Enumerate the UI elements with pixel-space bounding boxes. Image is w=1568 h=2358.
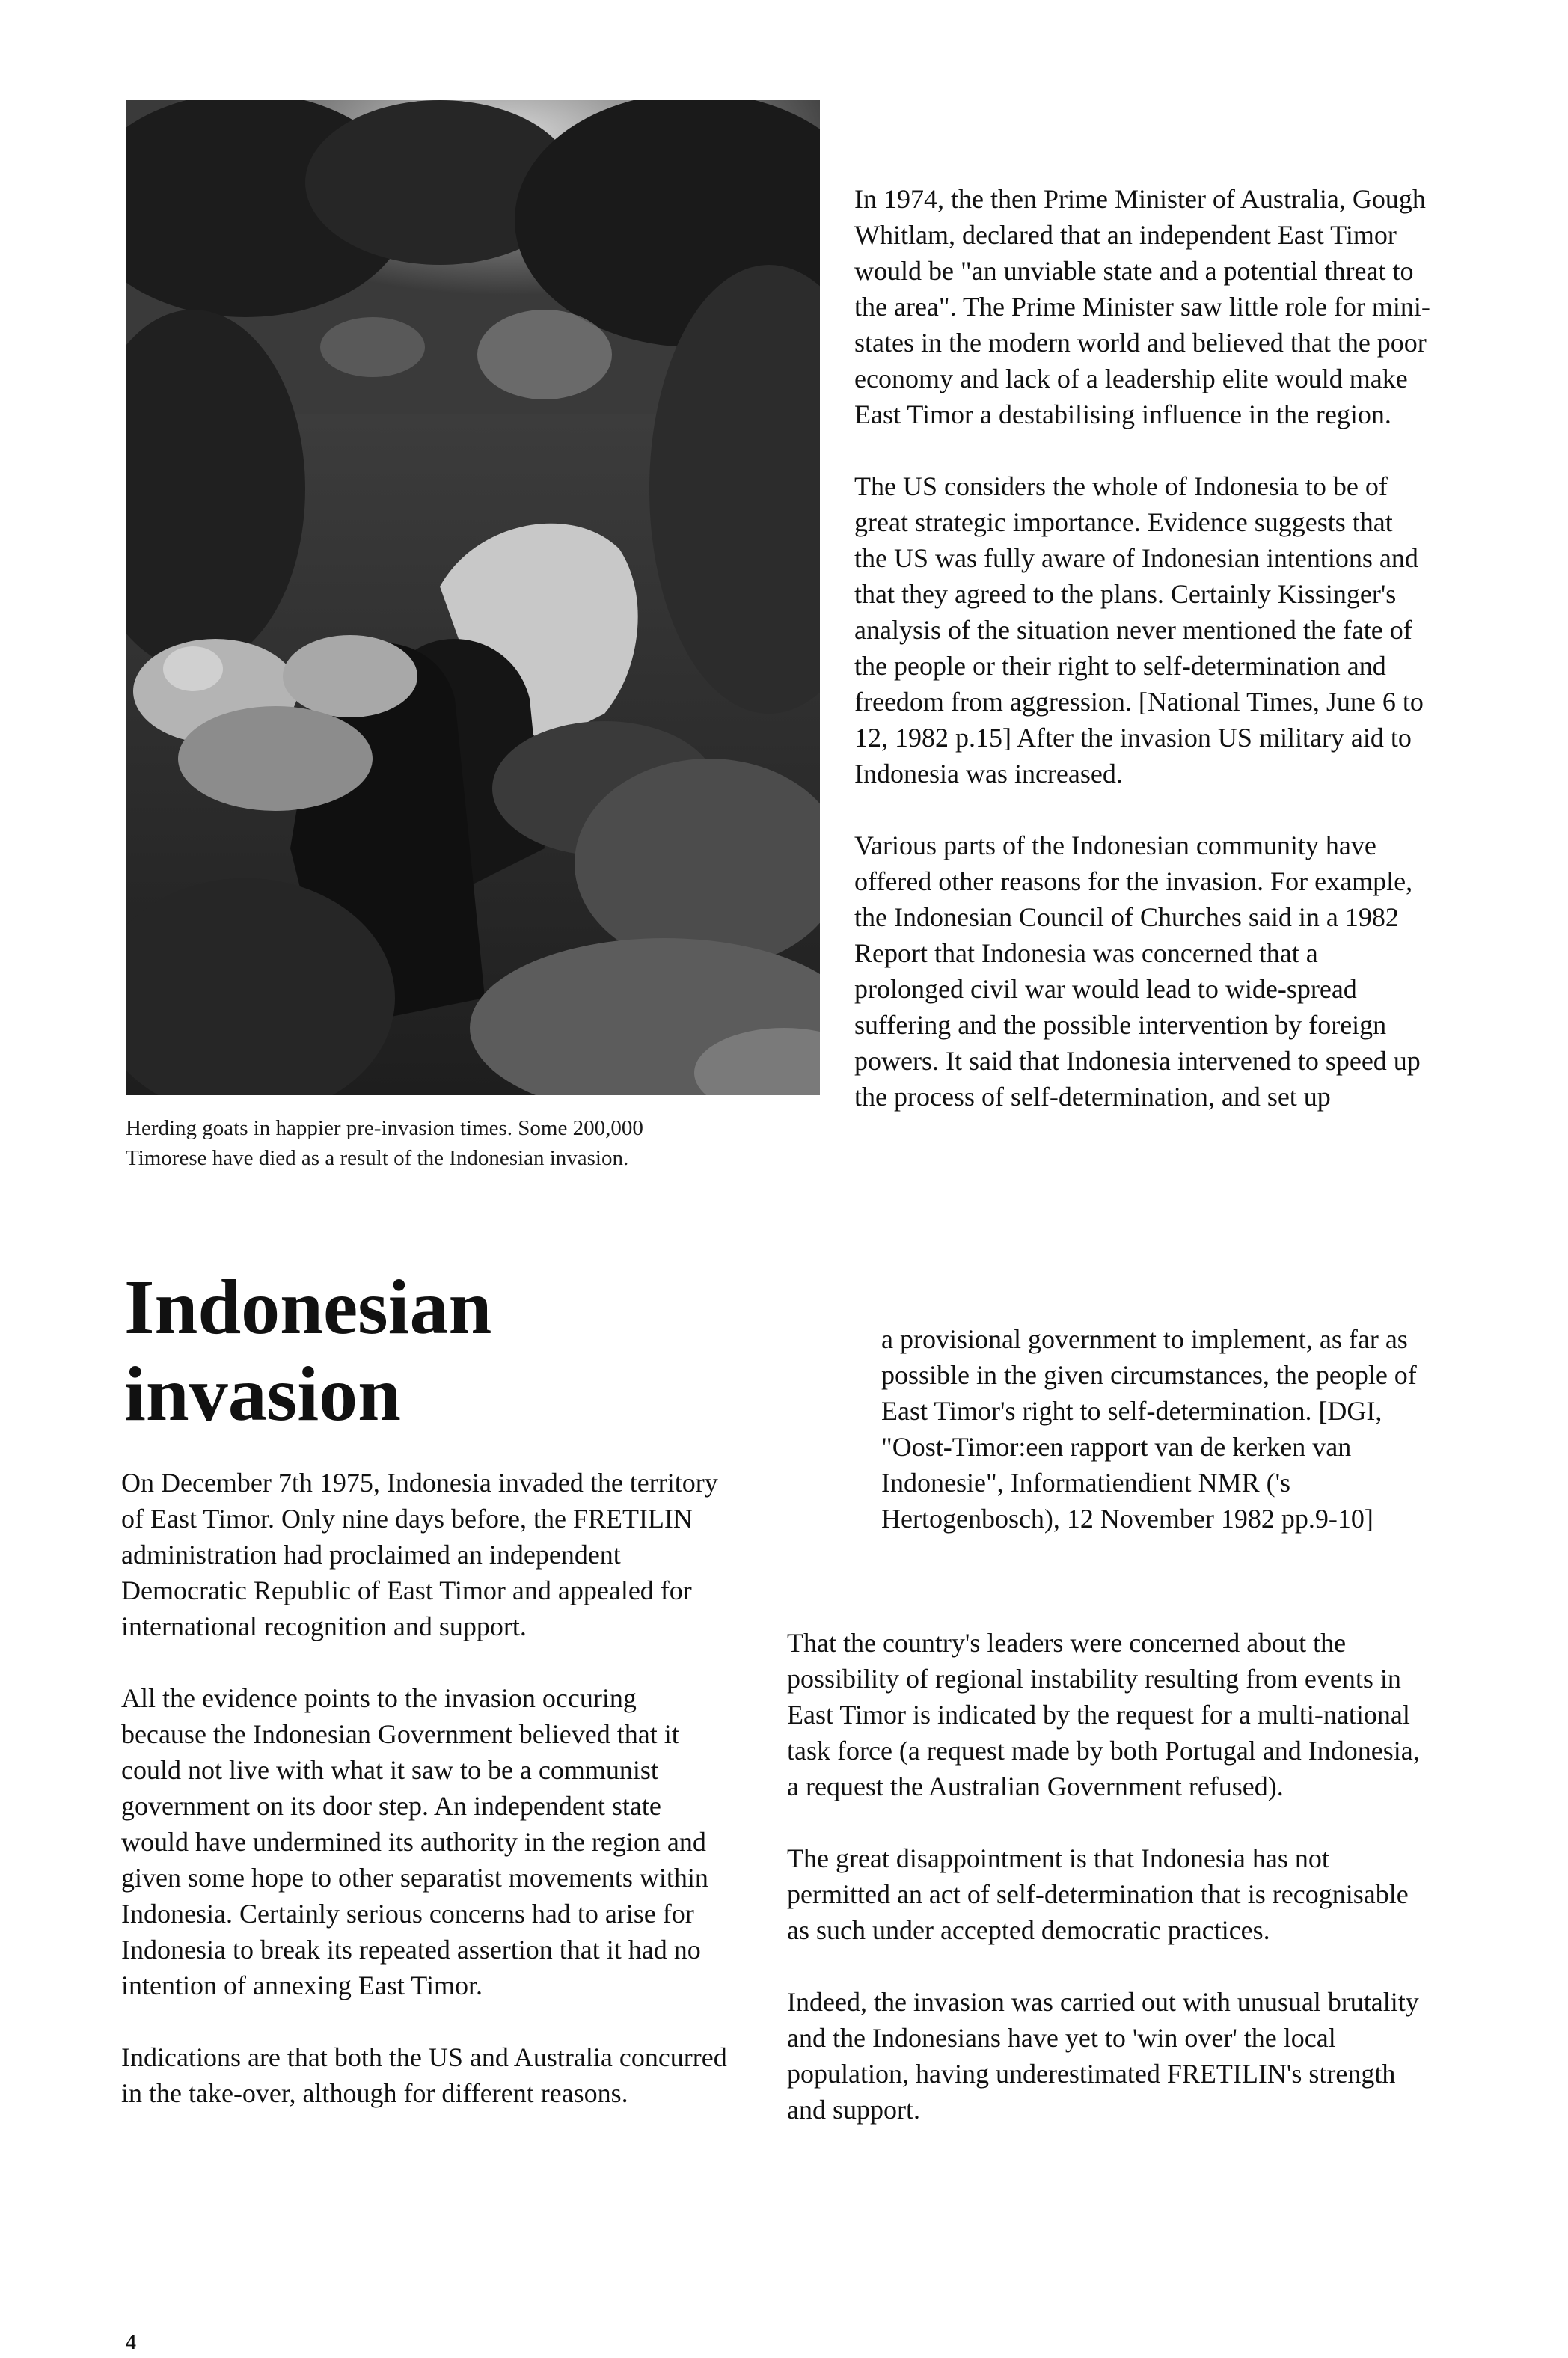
headline-line-2: invasion [124, 1351, 401, 1437]
left-column-text [121, 1465, 727, 2147]
paragraph: That the country's leaders were concerned about the possibility of regional instability resulting from events in East Timor is indicated by the request for a multi-national task force (a request made by both Portugal and Indonesia, a request the Australian Government refused). [787, 1628, 1420, 1801]
paragraph: In 1974, the then Prime Minister of Australia, Gough Whitlam, declared that an independent East Timor would be "an unviable state and a potential threat to the area". The Prime Minister saw little role for mini-states in the modern world and believed that the poor economy and lack of a leadership elite would make East Timor a destabilising influence in the region. [854, 184, 1430, 429]
paragraph: Various parts of the Indonesian community have offered other reasons for the invasion. For example, the Indonesian Council of Churches said in a 1982 Report that Indonesia was concerned that a prolonged civil war would lead to wide-spread suffering and the possible intervention by foreign powers. It said that Indonesia intervened to speed up the process of self-determination, and set up [854, 830, 1421, 1112]
block-quote: a provisional government to implement, as far as possible in the given circumstances, the people of East Timor's right to self-determination. [DGI, "Oost-Timor:een rapport van de kerken van Indonesie", Informatiendient NMR ('s Hertogenbosch), 12 November 1982 pp.9-10] [881, 1324, 1417, 1534]
headline-line-1: Indonesian [124, 1264, 492, 1350]
article-headline [124, 1264, 797, 1438]
paragraph: Indeed, the invasion was carried out with unusual brutality and the Indonesians have yet to 'win over' the local population, having underestimated FRETILIN's strength and support. [787, 1987, 1419, 2125]
goat-herding-photo [126, 100, 820, 1095]
paragraph: The great disappointment is that Indonesia has not permitted an act of self-determination that is recognisable as such under accepted democratic practices. [787, 1843, 1409, 1945]
right-column-continued [787, 1625, 1430, 2163]
paragraph: Indications are that both the US and Australia concurred in the take-over, although for different reasons. [121, 2042, 727, 2108]
photo-caption: Herding goats in happier pre-invasion times. Some 200,000 Timorese have died as a result of the Indonesian invasion. [126, 1116, 643, 1170]
paragraph: The US considers the whole of Indonesia to be of great strategic importance. Evidence suggests that the US was fully aware of Indonesian intentions and that they agreed to the plans. Certainly Kissinger's analysis of the situation never mentioned the fate of the people or their right to self-determination and freedom from aggression. [National Times, June 6 to 12, 1982 p.15] After the invasion US military aid to Indonesia was increased. [854, 471, 1424, 788]
page-number: 4 [126, 2331, 136, 2354]
paragraph: On December 7th 1975, Indonesia invaded the territory of East Timor. Only nine days before, the FRETILIN administration had proclaimed an independent Democratic Republic of East Timor and appealed for international recognition and support. [121, 1468, 718, 1641]
right-column-text [854, 181, 1430, 1115]
paragraph: All the evidence points to the invasion occuring because the Indonesian Government believed that it could not live with what it saw to be a communist government on its door step. An independent state would have undermined its authority in the region and given some hope to other separatist movements within Indonesia. Certainly serious concerns had to arise for Indonesia to break its repeated assertion that it had no intention of annexing East Timor. [121, 1683, 708, 2000]
